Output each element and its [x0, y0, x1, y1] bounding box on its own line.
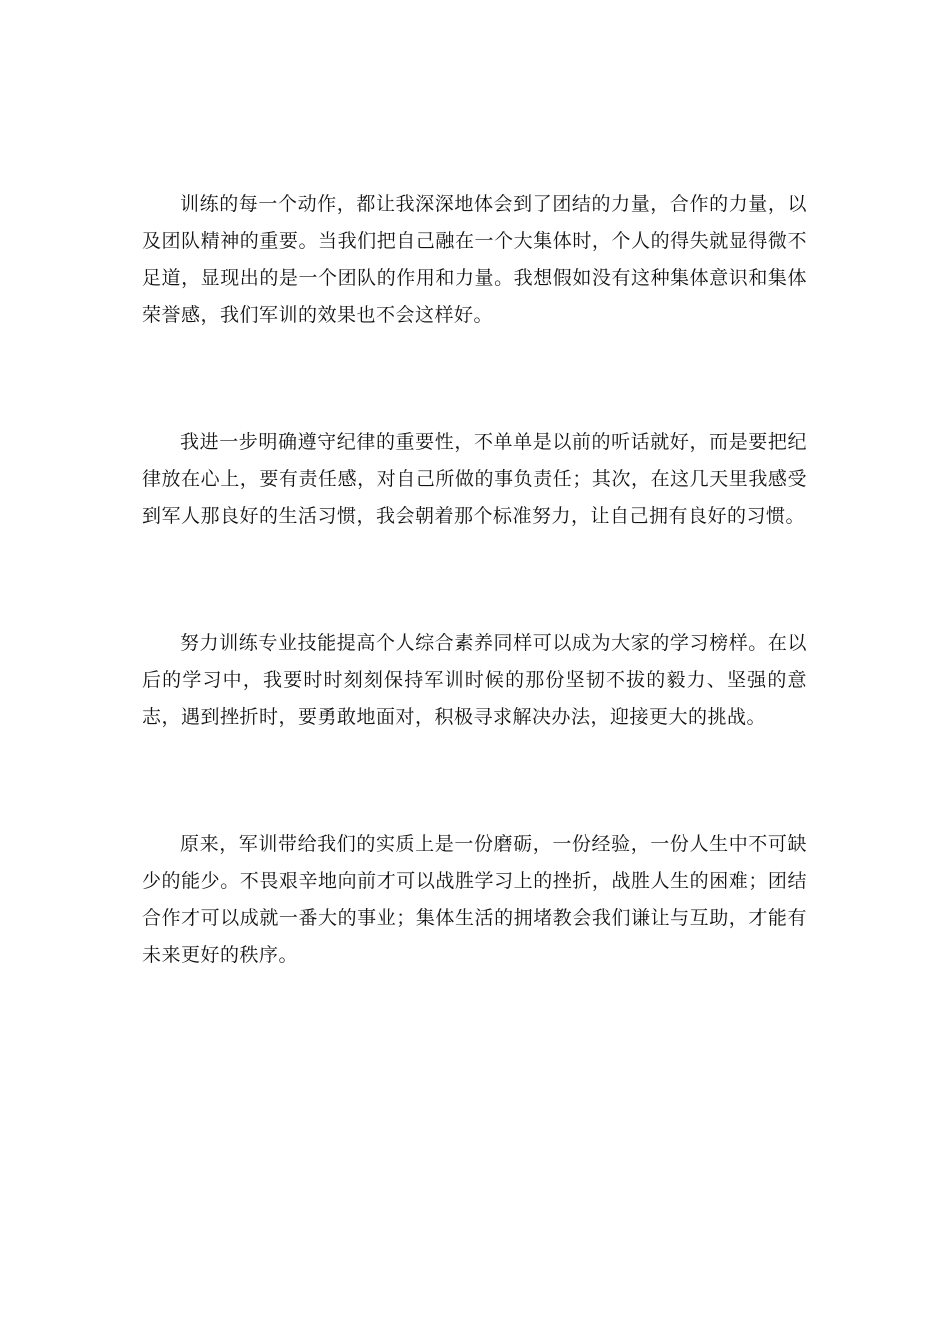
paragraph-1: 训练的每一个动作，都让我深深地体会到了团结的力量，合作的力量，以及团队精神的重要。当我们把自己融在一个大集体时，个人的得失就显得微不足道，显现出的是一个团队的作用和力量。我想假如没有这种集体意识和集体荣誉感，我们军训的效果也不会这样好。	[142, 193, 807, 326]
paragraph-4: 原来，军训带给我们的实质上是一份磨砺，一份经验，一份人生中不可缺少的能少。不畏艰辛地向前才可以战胜学习上的挫折，战胜人生的困难；团结合作才可以成就一番大的事业；集体生活的拥堵教会我们谦让与互助，才能有未来更好的秩序。	[142, 833, 807, 966]
paragraph-2: 我进一步明确遵守纪律的重要性，不单单是以前的听话就好，而是要把纪律放在心上，要有责任感，对自己所做的事负责任；其次，在这几天里我感受到军人那良好的生活习惯，我会朝着那个标准努力，让自己拥有良好的习惯。	[142, 431, 807, 527]
document-body	[142, 186, 807, 1064]
paragraph-3: 努力训练专业技能提高个人综合素养同样可以成为大家的学习榜样。在以后的学习中，我要时时刻刻保持军训时候的那份坚韧不拔的毅力、坚强的意志，遇到挫折时，要勇敢地面对，积极寻求解决办法，迎接更大的挑战。	[142, 632, 807, 728]
